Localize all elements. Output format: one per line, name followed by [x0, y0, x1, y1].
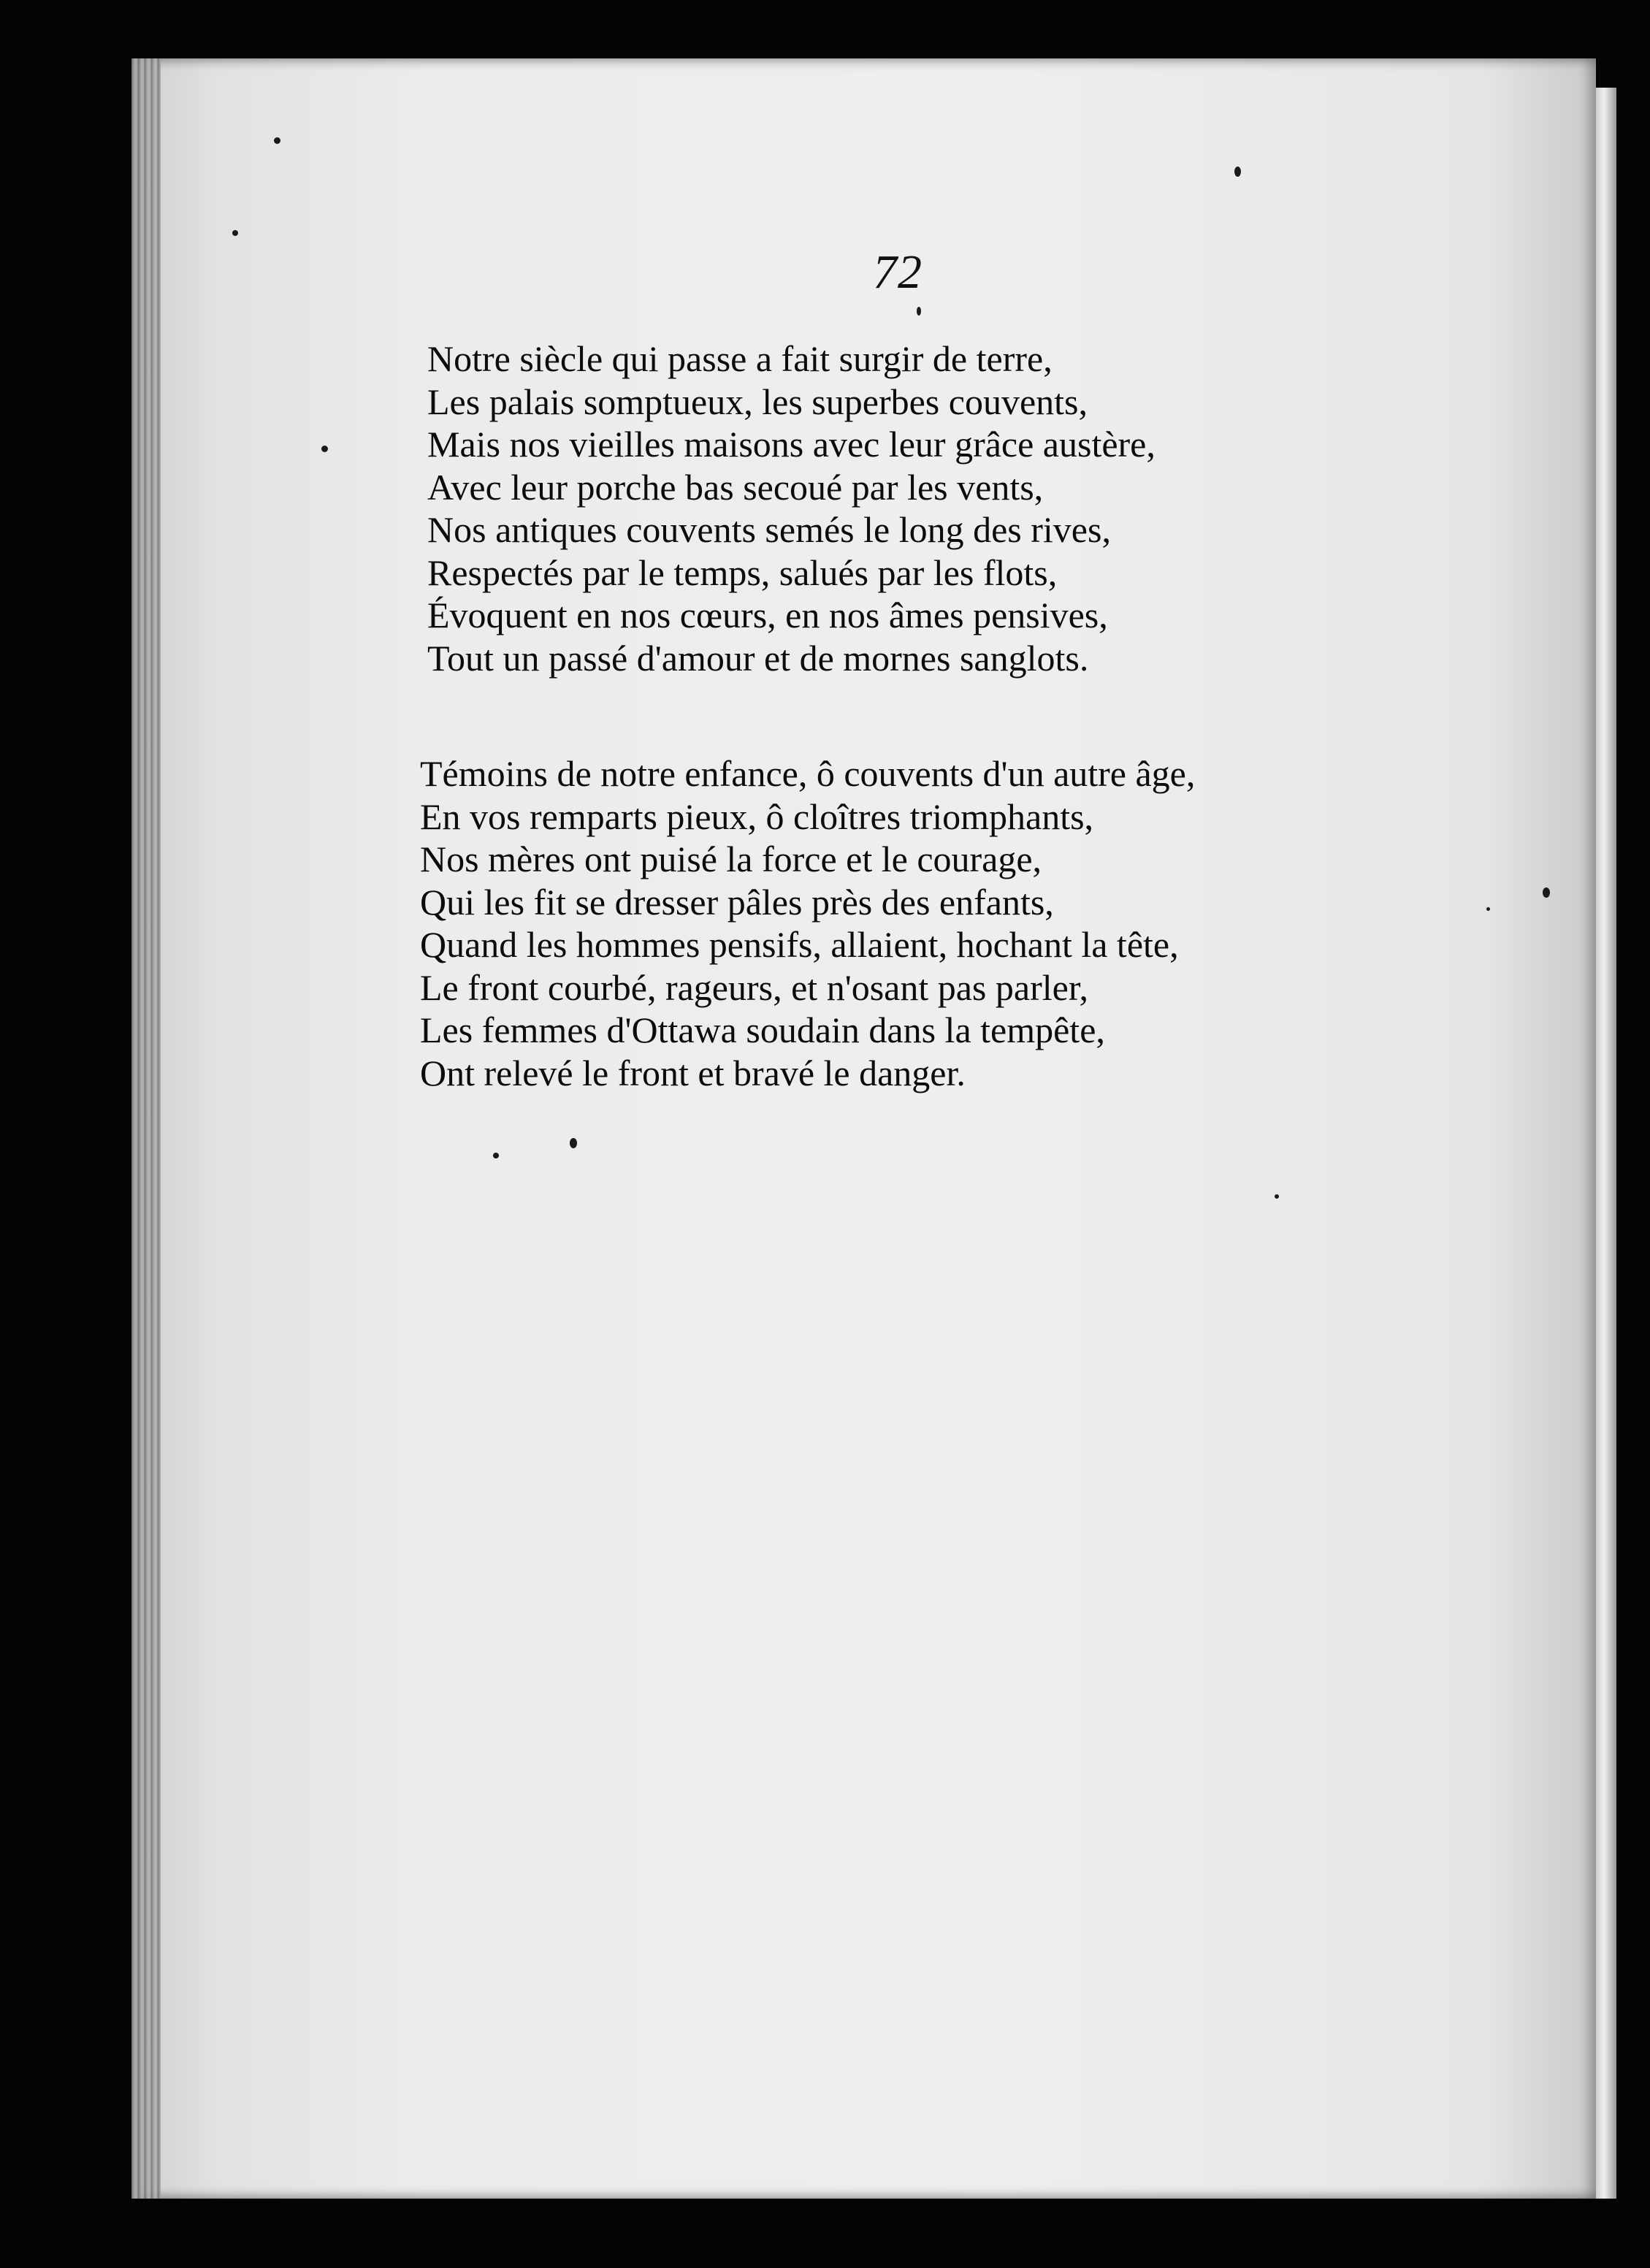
verse-line: Le front courbé, rageurs, et n'osant pas parler,	[420, 966, 1088, 1008]
page-binding-edge	[131, 58, 161, 2199]
poem-stanza-2	[420, 752, 1195, 1094]
verse-line: Mais nos vieilles maisons avec leur grâce austère,	[427, 424, 1156, 465]
scan-speck	[1543, 887, 1550, 898]
page-number: 72	[873, 245, 923, 299]
scan-speck	[1234, 167, 1241, 177]
scan-speck	[232, 230, 238, 236]
verse-line: Les palais somptueux, les superbes couvents,	[427, 381, 1088, 422]
verse-line: Notre siècle qui passe a fait surgir de terre,	[427, 338, 1053, 379]
poem-stanza-1	[427, 337, 1156, 679]
scan-speck	[274, 137, 280, 144]
page-gutter	[1596, 88, 1616, 2199]
scan-speck	[1486, 907, 1490, 911]
verse-line: Nos antiques couvents semés le long des rives,	[427, 509, 1111, 550]
scan-speck	[917, 307, 921, 316]
verse-line: Qui les fit se dresser pâles près des enfants,	[420, 881, 1054, 923]
verse-line: Ont relevé le front et bravé le danger.	[420, 1052, 966, 1093]
verse-line: En vos remparts pieux, ô cloîtres triomphants,	[420, 795, 1094, 837]
verse-line: Respectés par le temps, salués par les flots,	[427, 551, 1058, 593]
scan-speck	[1275, 1194, 1279, 1199]
verse-line: Quand les hommes pensifs, allaient, hochant la tête,	[420, 924, 1179, 965]
verse-line: Tout un passé d'amour et de mornes sanglots.	[427, 637, 1089, 679]
verse-line: Les femmes d'Ottawa soudain dans la tempête,	[420, 1009, 1105, 1050]
scan-speck	[493, 1153, 499, 1158]
verse-line: Évoquent en nos cœurs, en nos âmes pensives,	[427, 595, 1108, 635]
verse-line: Témoins de notre enfance, ô couvents d'un autre âge,	[420, 753, 1196, 794]
scan-speck	[321, 446, 328, 452]
scan-speck	[570, 1138, 577, 1148]
verse-line: Avec leur porche bas secoué par les vents,	[427, 466, 1044, 508]
verse-line: Nos mères ont puisé la force et le courage,	[420, 839, 1042, 879]
